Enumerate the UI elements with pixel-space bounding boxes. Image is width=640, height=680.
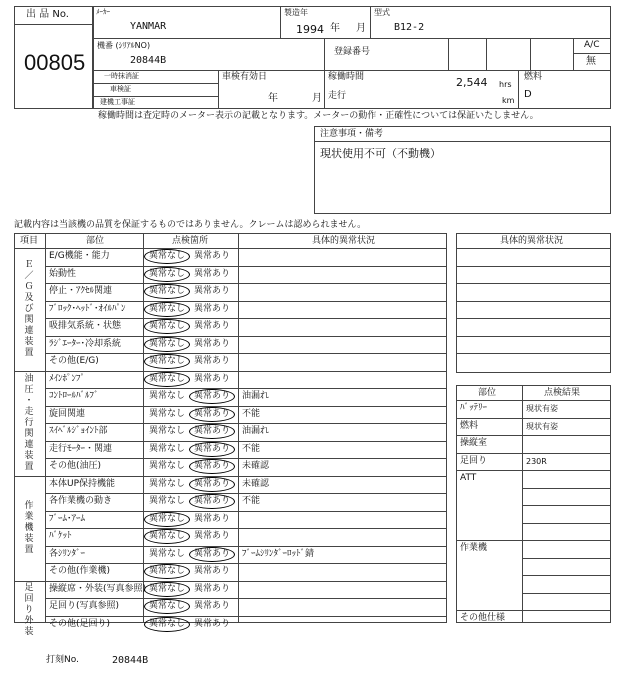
selected-status-oval xyxy=(144,617,190,632)
group-label-char: 装 xyxy=(24,626,34,637)
status-no-abnormal: 異常なし xyxy=(149,321,186,331)
status-abnormal: 異常あり xyxy=(194,408,231,419)
fuel-label: 燃料 xyxy=(524,72,543,82)
row-part-label: 各作業機の動き xyxy=(49,496,113,506)
row-part-label: 本体UP保持機能 xyxy=(49,478,116,489)
inspection-cert-label: 車検証 xyxy=(110,85,131,93)
group-label-char: 圧 xyxy=(24,384,34,395)
row-part-label: 停止・ｱｸｾﾙ関連 xyxy=(49,286,113,296)
selected-status-oval xyxy=(144,302,190,317)
status-abnormal: 異常あり xyxy=(194,548,231,559)
row-divider xyxy=(45,546,447,547)
maker-value: YANMAR xyxy=(130,21,167,32)
group-label-char: 置 xyxy=(24,461,34,472)
row-divider xyxy=(45,301,447,302)
selected-status-oval xyxy=(189,424,235,439)
reg-label: 登録番号 xyxy=(334,47,371,57)
row-divider xyxy=(45,406,447,407)
status-no-abnormal: 異常なし xyxy=(149,268,186,279)
side-col-part: 部位 xyxy=(478,388,497,398)
row-detail: 油漏れ xyxy=(242,391,270,401)
status-no-abnormal: 異常なし xyxy=(149,583,186,594)
side-result-box xyxy=(456,385,611,623)
status-no-abnormal: 異常なし xyxy=(149,251,186,261)
selected-status-oval xyxy=(189,547,235,562)
status-no-abnormal: 異常なし xyxy=(149,548,186,559)
selected-status-oval xyxy=(144,529,190,544)
selected-status-oval xyxy=(189,442,235,457)
row-part-label: 操縦席・外装(写真参照) xyxy=(49,583,147,594)
group-label-char: り xyxy=(24,604,34,615)
row-detail: 不能 xyxy=(242,443,261,454)
side-col-result: 点検結果 xyxy=(544,388,581,398)
status-abnormal: 異常あり xyxy=(194,513,231,524)
travel-label: 走行 xyxy=(328,91,347,101)
lot-number: 00805 xyxy=(24,50,86,75)
row-part-label: 始動性 xyxy=(49,268,77,279)
side-item-part: ﾊﾞｯﾃﾘｰ xyxy=(460,403,488,413)
row-part-label: 吸排気系統・状態 xyxy=(49,321,122,331)
status-no-abnormal: 異常なし xyxy=(149,338,186,349)
selected-status-oval xyxy=(189,494,235,509)
selected-status-oval xyxy=(144,354,190,369)
status-abnormal: 異常あり xyxy=(194,496,231,506)
selected-status-oval xyxy=(144,319,190,334)
status-abnormal: 異常あり xyxy=(194,531,231,541)
side-other-label: その他仕様 xyxy=(460,613,506,623)
side-att-line xyxy=(522,505,611,506)
side-row-line xyxy=(456,418,611,419)
status-no-abnormal: 異常なし xyxy=(149,601,186,611)
group-label-char: 足 xyxy=(24,582,34,593)
group-label-char: 装 xyxy=(24,533,34,544)
valid-year-unit: 年 xyxy=(268,93,278,104)
status-abnormal: 異常あり xyxy=(194,618,231,629)
status-abnormal: 異常あり xyxy=(194,286,231,296)
row-detail: 不能 xyxy=(242,408,261,419)
fuel-value: D xyxy=(524,89,532,100)
lot-label: 出 品 No. xyxy=(26,9,69,20)
selected-status-oval xyxy=(144,582,190,597)
row-detail: 未確認 xyxy=(242,478,270,489)
row-divider xyxy=(45,598,447,599)
maker-label: ﾒｰｶｰ xyxy=(96,8,110,16)
selected-status-oval xyxy=(189,459,235,474)
status-abnormal: 異常あり xyxy=(194,251,231,261)
group-label-char: 置 xyxy=(24,347,34,358)
group-label-char: 機 xyxy=(24,522,34,533)
valid-label: 車検有効日 xyxy=(222,72,268,82)
row-part-label: ﾒｲﾝﾎﾟﾝﾌﾟ xyxy=(49,373,86,384)
side-detail-line xyxy=(456,318,611,319)
row-divider xyxy=(45,388,447,389)
side-item-result: 現状有姿 xyxy=(526,421,558,431)
hours-unit: hrs xyxy=(499,80,512,89)
row-part-label: ﾊﾞｹｯﾄ xyxy=(49,531,72,541)
status-abnormal: 異常あり xyxy=(194,443,231,454)
remarks-title: 注意事項・備考 xyxy=(320,129,384,139)
row-divider xyxy=(45,423,447,424)
status-no-abnormal: 異常なし xyxy=(149,373,186,384)
status-no-abnormal: 異常なし xyxy=(149,478,186,489)
model-value: B12-2 xyxy=(394,22,425,33)
selected-status-oval xyxy=(144,372,190,387)
side-detail-title: 具体的異常状況 xyxy=(500,236,564,246)
row-divider xyxy=(45,283,447,284)
group-label-char: 走 xyxy=(24,406,34,417)
side-detail-box xyxy=(456,233,611,373)
status-abnormal: 異常あり xyxy=(194,426,231,436)
group-label-char: 外 xyxy=(24,615,34,626)
side-att-line xyxy=(522,488,611,489)
row-part-label: その他(作業機) xyxy=(49,566,111,576)
row-part-label: ｽｲﾍﾞﾙｼﾞｮｲﾝﾄ部 xyxy=(49,426,108,436)
selected-status-oval xyxy=(144,512,190,527)
row-part-label: 旋回関連 xyxy=(49,408,86,419)
row-part-label: ﾌﾞｰﾑ･ｱｰﾑ xyxy=(49,513,86,524)
group-label-char: 作 xyxy=(24,500,34,511)
status-abnormal: 異常あり xyxy=(194,338,231,349)
side-detail-line xyxy=(456,301,611,302)
status-no-abnormal: 異常なし xyxy=(149,303,186,314)
row-part-label: その他(足回り) xyxy=(49,618,111,629)
side-detail-line xyxy=(456,336,611,337)
side-detail-line xyxy=(456,353,611,354)
hours-value: 2,544 xyxy=(456,76,488,89)
side-detail-line xyxy=(456,248,611,249)
status-abnormal: 異常あり xyxy=(194,356,231,366)
group-label-char: ・ xyxy=(24,395,34,406)
side-item-result: 現状有姿 xyxy=(526,404,558,413)
status-abnormal: 異常あり xyxy=(194,566,231,576)
temp-permit-label: 一時抹消証 xyxy=(104,72,139,80)
group-label xyxy=(23,501,35,556)
status-no-abnormal: 異常なし xyxy=(149,356,186,366)
selected-status-oval xyxy=(144,337,190,352)
status-no-abnormal: 異常なし xyxy=(149,531,186,541)
side-item-part: 燃料 xyxy=(460,420,479,431)
group-label-char: 連 xyxy=(24,439,34,450)
row-divider xyxy=(45,266,447,267)
status-no-abnormal: 異常なし xyxy=(149,443,186,454)
row-part-label: その他(E/G) xyxy=(49,356,99,366)
group-label-char: 業 xyxy=(24,511,34,522)
group-label-char: び xyxy=(24,303,34,314)
row-divider xyxy=(45,616,447,617)
row-detail: ﾌﾞｰﾑｼﾘﾝﾀﾞｰﾛｯﾄﾞ錆 xyxy=(242,548,315,559)
side-work-line xyxy=(522,593,611,594)
group-label-char: 関 xyxy=(24,428,34,439)
group-label-char: Ｇ xyxy=(24,281,34,292)
selected-status-oval xyxy=(144,267,190,282)
row-detail: 油漏れ xyxy=(242,426,270,436)
row-detail: 不能 xyxy=(242,496,261,506)
status-no-abnormal: 異常なし xyxy=(149,513,186,524)
row-part-label: ｺﾝﾄﾛｰﾙﾊﾞﾙﾌﾞ xyxy=(49,391,99,401)
group-label-char: 装 xyxy=(24,450,34,461)
status-abnormal: 異常あり xyxy=(194,478,231,489)
status-no-abnormal: 異常なし xyxy=(149,566,186,576)
side-row-line xyxy=(456,540,611,541)
row-divider xyxy=(45,563,447,564)
stamp-value: 20844B xyxy=(112,655,149,666)
selected-status-oval xyxy=(189,407,235,422)
status-abnormal: 異常あり xyxy=(194,373,231,384)
selected-status-oval xyxy=(144,284,190,299)
group-divider xyxy=(14,371,447,372)
ac-value: 無 xyxy=(586,56,596,67)
group-label-char: 関 xyxy=(24,314,34,325)
status-no-abnormal: 異常なし xyxy=(149,496,186,506)
month-unit: 月 xyxy=(356,23,366,34)
side-item-part: 足回り xyxy=(460,455,488,466)
row-divider xyxy=(45,441,447,442)
row-divider xyxy=(45,353,447,354)
selected-status-oval xyxy=(189,477,235,492)
valid-month-unit: 月 xyxy=(312,93,322,104)
side-row-line xyxy=(456,470,611,471)
status-abnormal: 異常あり xyxy=(194,601,231,611)
side-item-part: ATT xyxy=(460,473,477,483)
side-item-part: 操縦室 xyxy=(460,438,488,448)
remarks-box xyxy=(314,126,611,214)
group-divider xyxy=(14,476,447,477)
col-detail-header: 具体的異常状況 xyxy=(312,236,376,246)
selected-status-oval xyxy=(144,599,190,614)
selected-status-oval xyxy=(144,564,190,579)
side-detail-line xyxy=(456,266,611,267)
row-divider xyxy=(45,511,447,512)
ac-label: A/C xyxy=(584,40,600,50)
side-row-line xyxy=(456,610,611,611)
status-no-abnormal: 異常なし xyxy=(149,391,186,401)
group-label-char: 及 xyxy=(24,292,34,303)
status-no-abnormal: 異常なし xyxy=(149,618,186,629)
row-divider xyxy=(45,318,447,319)
year-label: 製造年 xyxy=(284,8,308,17)
row-part-label: E/G機能・能力 xyxy=(49,251,110,261)
serial-label: 機番 (ｼﾘｱﾙNO) xyxy=(97,41,151,50)
remarks-text: 現状使用不可（不動機） xyxy=(320,147,441,160)
group-label-char: 連 xyxy=(24,325,34,336)
row-divider xyxy=(45,458,447,459)
group-divider xyxy=(14,581,447,582)
construction-cert-label: 建機工事証 xyxy=(100,98,135,106)
col-item-header: 項目 xyxy=(20,236,39,246)
selected-status-oval xyxy=(144,249,190,264)
row-part-label: 足回り(写真参照) xyxy=(49,601,120,611)
model-label: 型式 xyxy=(374,8,390,17)
side-work-line xyxy=(522,575,611,576)
year-unit: 年 xyxy=(330,23,340,34)
selected-status-oval xyxy=(189,389,235,404)
status-no-abnormal: 異常なし xyxy=(149,286,186,296)
col-part-header: 部位 xyxy=(86,236,105,246)
row-divider xyxy=(45,493,447,494)
serial-value: 20844B xyxy=(130,55,167,66)
row-part-label: ﾌﾞﾛｯｸ･ﾍｯﾄﾞ･ｵｲﾙﾊﾟﾝ xyxy=(49,303,126,314)
status-abnormal: 異常あり xyxy=(194,583,231,594)
group-label-char: 回 xyxy=(24,593,34,604)
group-label-char: Ｅ xyxy=(24,259,34,270)
header-info-box xyxy=(93,6,611,109)
status-no-abnormal: 異常なし xyxy=(149,461,186,471)
row-detail: 未確認 xyxy=(242,461,270,471)
stamp-label: 打刻No. xyxy=(46,655,79,665)
row-part-label: ﾗｼﾞｴｰﾀｰ･冷却系統 xyxy=(49,338,122,349)
km-unit: km xyxy=(502,96,515,105)
side-detail-line xyxy=(456,283,611,284)
hours-label: 稼働時間 xyxy=(328,72,365,82)
row-part-label: 走行ﾓｰﾀｰ・関連 xyxy=(49,443,113,454)
group-label-char: 装 xyxy=(24,336,34,347)
group-label-char: ／ xyxy=(24,270,34,281)
side-row-line xyxy=(456,453,611,454)
status-abnormal: 異常あり xyxy=(194,303,231,314)
status-abnormal: 異常あり xyxy=(194,461,231,471)
row-divider xyxy=(45,336,447,337)
status-abnormal: 異常あり xyxy=(194,321,231,331)
row-part-label: その他(油圧) xyxy=(49,461,102,471)
side-row-line xyxy=(456,435,611,436)
year-value: 1994 xyxy=(296,23,324,36)
side-row-line xyxy=(456,400,611,401)
side-att-line xyxy=(522,523,611,524)
group-label-char: 行 xyxy=(24,417,34,428)
status-no-abnormal: 異常なし xyxy=(149,426,186,436)
status-no-abnormal: 異常なし xyxy=(149,408,186,419)
side-item-result: 230R xyxy=(526,456,547,466)
row-part-label: 各ｼﾘﾝﾀﾞｰ xyxy=(49,548,86,559)
side-work-line xyxy=(522,558,611,559)
group-label xyxy=(23,260,35,359)
quality-disclaimer: 記載内容は当該機の品質を保証するものではありません。クレームは認められません。 xyxy=(14,220,367,230)
col-check-header: 点検箇所 xyxy=(172,236,209,246)
group-label xyxy=(23,583,35,638)
status-abnormal: 異常あり xyxy=(194,391,231,401)
row-divider xyxy=(45,528,447,529)
hours-disclaimer: 稼働時間は査定時のメーター表示の記載となります。メーターの動作・正確性については保証いたしません。 xyxy=(98,111,539,121)
side-work-label: 作業機 xyxy=(460,543,488,553)
group-label-char: 置 xyxy=(24,544,34,555)
group-label xyxy=(23,374,35,473)
group-label-char: 油 xyxy=(24,373,34,384)
status-abnormal: 異常あり xyxy=(194,268,231,279)
